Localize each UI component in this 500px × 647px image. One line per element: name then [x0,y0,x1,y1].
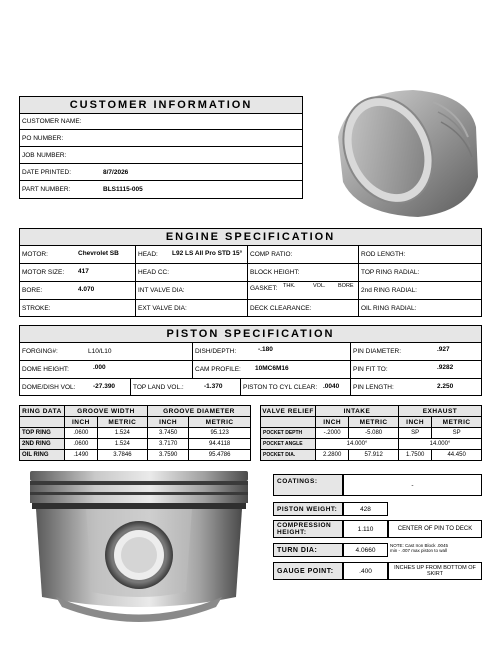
valve-cell: 14.000° [398,439,481,450]
ring-cell: 94.4118 [189,439,251,450]
second-ring-radial-label: 2nd RING RADIAL: [361,287,417,294]
forging-value: L10/L10 [88,348,112,355]
valve-cell: -5.080 [349,428,399,439]
pin-length-label: PIN LENGTH: [353,384,394,391]
motor-size-value: 417 [78,268,89,275]
piston-specification-header [19,325,482,343]
customer-row-label: PART NUMBER: [22,186,71,193]
motor-label: MOTOR: [22,251,48,258]
top-land-label: TOP LAND VOL.: [133,384,184,391]
comp-ratio-label: COMP RATIO: [250,251,293,258]
piston-weight-label: PISTON WEIGHT: [273,502,343,516]
ring-cell: 3.7846 [97,450,147,461]
turn-dia-note [388,543,482,557]
valve-cell: -.2000 [316,428,349,439]
turn-dia-label: TURN DIA: [273,543,343,557]
pocket-angle-label: POCKET ANGLE [261,439,316,450]
customer-information-title: CUSTOMER INFORMATION [69,99,253,111]
intake-header: INTAKE [316,406,399,417]
cyl-clear-value: .0040 [323,383,340,390]
dome-dish-vol-value: -27.390 [93,383,116,390]
customer-row-label: PO NUMBER: [22,135,64,142]
pin-fit-value: .9282 [437,364,454,371]
ring-cell: 3.7170 [147,439,188,450]
dome-dish-vol-label: DOME/DISH VOL: [22,384,76,391]
gauge-point-value: .400 [343,562,388,580]
table-row [261,450,482,461]
ring-cell: .1490 [65,450,98,461]
valve-cell: 57.912 [349,450,399,461]
table-row [261,439,482,450]
piston-weight-value: 428 [343,502,388,516]
engine-specification-header [19,228,482,246]
gd-inch-header: INCH [147,417,188,428]
bore-label: BORE: [22,287,43,294]
motor-value: Chevrolet SB [78,250,119,257]
ring-data-table [19,405,251,461]
engine-specification-title: ENGINE SPECIFICATION [165,231,336,243]
dome-height-value: .000 [93,364,106,371]
customer-row [19,130,303,147]
ring-label: OIL RING [20,450,65,461]
valve-cell: 44.450 [432,450,482,461]
head-label: HEAD: [138,251,158,258]
bore-value: 4.070 [78,286,95,293]
customer-information-header [19,96,303,114]
customer-row [19,147,303,164]
coatings-label: COATINGS: [273,474,343,496]
ring-cell: 1.524 [97,439,147,450]
valve-cell: 2.2800 [316,450,349,461]
ring-cell: 95.123 [189,428,251,439]
exhaust-header: EXHAUST [398,406,481,417]
customer-row [19,113,303,130]
gauge-point-label: GAUGE POINT: [273,562,343,580]
table-row [20,428,251,439]
turn-dia-note-line: NOTE: Cast Iron Block .0045 [390,543,449,548]
ex-metric-header: METRIC [432,417,482,428]
motor-size-label: MOTOR SIZE: [22,269,65,276]
dish-label: DISH/DEPTH: [195,348,237,355]
head-cc-label: HEAD CC: [138,269,170,276]
pocket-depth-label: POCKET DEPTH [261,428,316,439]
table-row [261,428,482,439]
groove-width-header: GROOVE WIDTH [65,406,148,417]
compression-height-value: 1.110 [343,520,388,538]
customer-row [19,181,303,198]
ring-label: TOP RING [20,428,65,439]
pin-dia-label: PIN DIAMETER: [353,348,402,355]
pin-fit-label: PIN FIT TO: [353,366,388,373]
stroke-label: STROKE: [22,305,51,312]
gauge-point-note: INCHES UP FROM BOTTOM OF SKIRT [388,562,482,580]
ring-cell: 3.7450 [147,428,188,439]
customer-row-value: BLS1115-005 [103,186,143,193]
dish-value: -.180 [258,346,273,353]
gw-metric-header: METRIC [97,417,147,428]
table-row [20,450,251,461]
customer-row-label: CUSTOMER NAME: [22,118,82,125]
cyl-clear-label: PISTON TO CYL CLEAR: [243,384,318,391]
dome-height-label: DOME HEIGHT: [22,366,69,373]
valve-cell: SP [398,428,431,439]
valve-relief-table [260,405,482,461]
groove-diameter-header: GROOVE DIAMETER [147,406,250,417]
block-height-label: BLOCK HEIGHT: [250,269,300,276]
table-row [20,439,251,450]
piston-specification-title: PISTON SPECIFICATION [166,328,335,340]
top-land-value: -1.370 [204,383,223,390]
piston-side-image [26,467,252,637]
gasket-bore-label: BORE [338,283,354,289]
cam-profile-value: 10MC6M16 [255,365,289,372]
valve-cell: 1.7500 [398,450,431,461]
valve-relief-header: VALVE RELIEF [262,407,314,415]
pin-length-value: 2.250 [437,383,454,390]
turn-dia-note-line: min - .007 max piston to wall [390,548,448,554]
ring-cell: 3.7590 [147,450,188,461]
piston-3d-image [318,82,488,222]
ring-cell: 95.4786 [189,450,251,461]
gasket-vol-label: VOL. [313,283,326,289]
valve-cell: 14.000° [316,439,399,450]
gw-inch-header: INCH [65,417,98,428]
ring-data-header: RING DATA [20,406,65,417]
ring-label: 2ND RING [20,439,65,450]
valve-cell: SP [432,428,482,439]
compression-height-label: COMPRESSION HEIGHT: [273,520,343,538]
pocket-dia-label: POCKET DIA. [261,450,316,461]
ring-cell: .0600 [65,439,98,450]
ring-cell: .0600 [65,428,98,439]
customer-row [19,164,303,181]
ext-valve-label: EXT VALVE DIA: [138,305,187,312]
gd-metric-header: METRIC [189,417,251,428]
top-ring-radial-label: TOP RING RADIAL: [361,269,420,276]
customer-row-label: JOB NUMBER: [22,152,67,159]
oil-ring-radial-label: OIL RING RADIAL: [361,305,417,312]
gasket-label: GASKET: [250,285,278,292]
turn-dia-value: 4.0660 [343,543,388,557]
compression-height-note: CENTER OF PIN TO DECK [388,520,482,538]
customer-row-label: DATE PRINTED: [22,169,71,176]
coatings-value: - [343,474,482,496]
head-value: L92 LS All Pro STD 15° [172,250,243,257]
int-valve-label: INT VALVE DIA: [138,287,185,294]
customer-row-value: 8/7/2026 [103,169,129,176]
ring-cell: 1.524 [97,428,147,439]
ex-inch-header: INCH [398,417,431,428]
deck-clearance-label: DECK CLEARANCE: [250,305,312,312]
in-inch-header: INCH [316,417,349,428]
cam-profile-label: CAM PROFILE: [195,366,241,373]
gasket-thk-label: THK. [283,283,296,289]
rod-length-label: ROD LENGTH: [361,251,406,258]
in-metric-header: METRIC [349,417,399,428]
forging-label: FORGING#: [22,348,58,355]
pin-dia-value: .927 [437,346,450,353]
